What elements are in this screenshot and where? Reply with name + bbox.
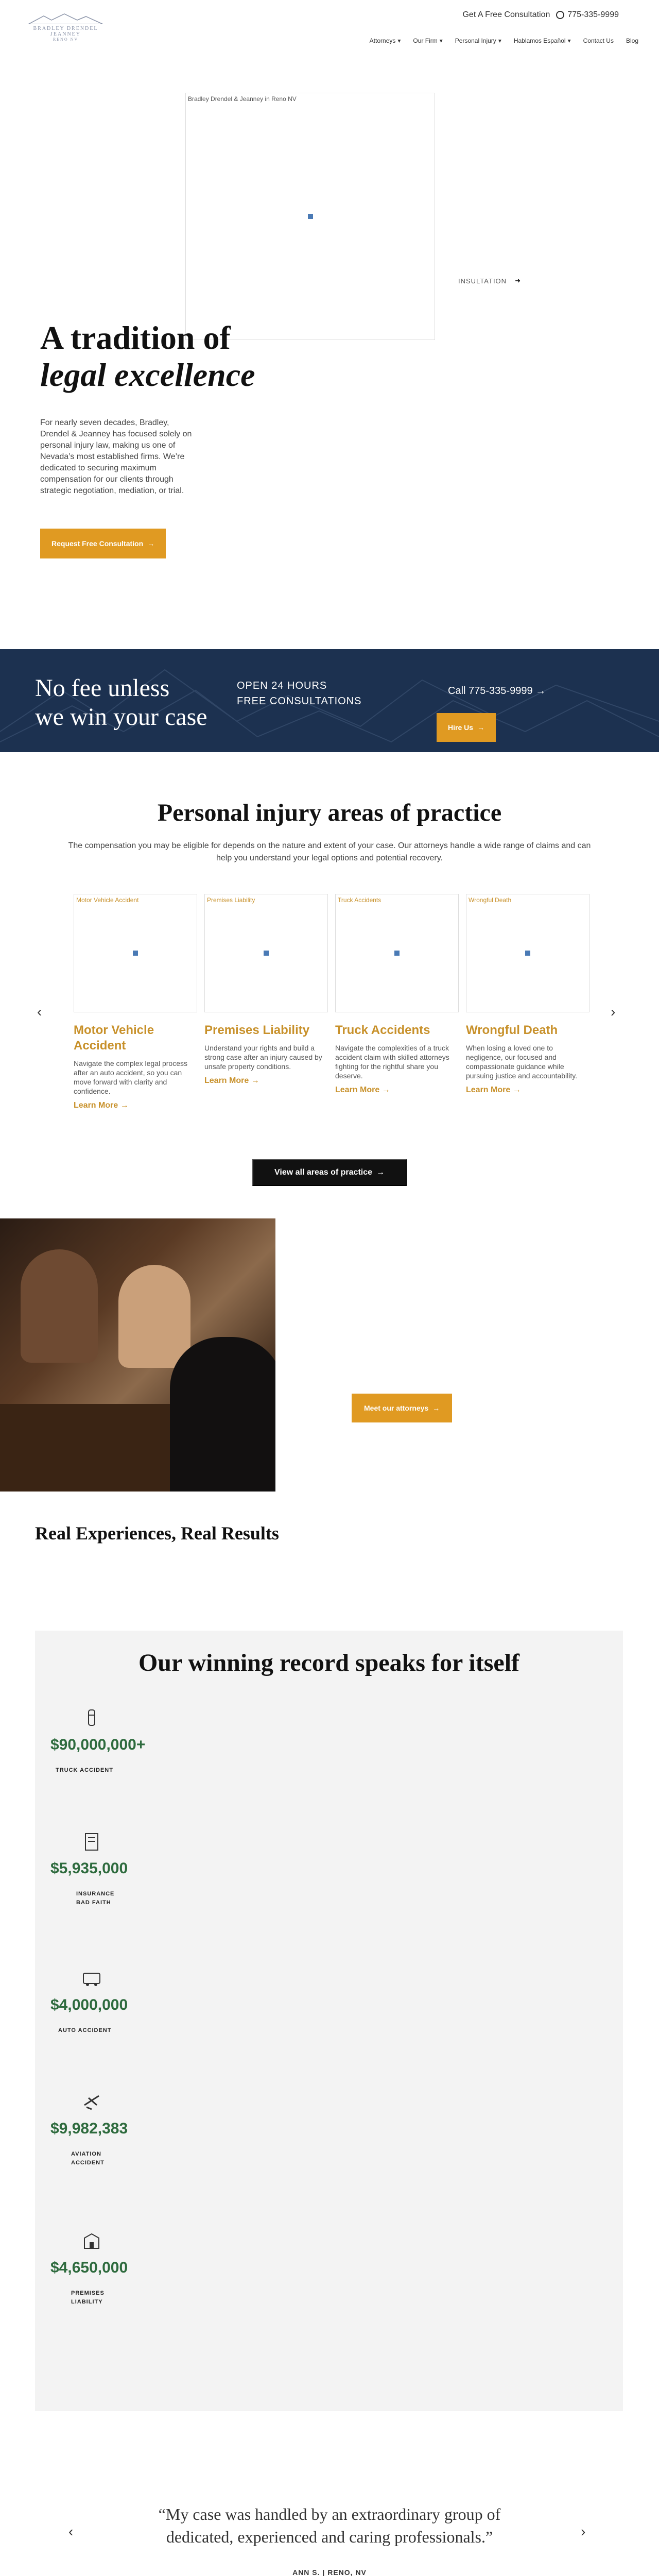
record-label: INSURANCE BAD FAITH [76, 1891, 115, 1906]
banner-title-line1: No fee unless [35, 674, 170, 702]
record-amount: $90,000,000+ [50, 1736, 146, 1753]
card-title: Truck Accidents [335, 1023, 430, 1037]
nav-item-attorneys[interactable] [370, 37, 401, 44]
banner-hours-line2: FREE CONSULTATIONS [237, 696, 362, 707]
carousel-prev-icon[interactable]: ‹ [37, 1004, 42, 1020]
hero-image [185, 93, 435, 340]
link-label: Learn More [74, 1101, 118, 1110]
mountain-logo-icon [28, 13, 103, 24]
chevron-down-icon: ▾ [397, 37, 401, 44]
card-text: When losing a loved one to negligence, our focused and compassionate guidance while pursuing justice and accountability. [466, 1044, 578, 1080]
nav-item-blog[interactable] [626, 37, 638, 44]
consultation-text: INSULTATION [458, 277, 507, 285]
building-icon [81, 2231, 102, 2251]
arrow-right-icon: → [535, 685, 546, 697]
record-item-truck [50, 1708, 145, 1775]
photo-person [118, 1265, 190, 1368]
record-amount: $5,935,000 [50, 1860, 128, 1877]
record-item-premises [50, 2231, 128, 2307]
arrow-right-icon: ➜ [515, 277, 521, 284]
results-heading: Real Experiences, Real Results [35, 1523, 279, 1544]
arrow-right-icon: → [251, 1076, 259, 1085]
document-icon [81, 1832, 102, 1852]
record-amount: $4,650,000 [50, 2259, 128, 2276]
testimonial-author: ANN S. | RENO, NV [292, 2568, 367, 2576]
nav-label: Personal Injury [455, 37, 496, 44]
nav-label: Attorneys [369, 37, 396, 44]
arrow-right-icon: → [512, 1086, 521, 1094]
image-placeholder-icon [264, 951, 269, 956]
practice-card-motor-vehicle[interactable] [74, 894, 197, 1110]
image-caption: Truck Accidents [338, 896, 381, 904]
image-placeholder-icon [308, 214, 313, 219]
card-text: Navigate the complex legal process after an auto accident, so you can move forward with clarity and confidence. [74, 1059, 188, 1095]
arrow-right-icon: → [381, 1086, 390, 1094]
image-placeholder-icon [133, 951, 138, 956]
testimonial-next-icon[interactable]: › [581, 2523, 586, 2539]
car-crash-icon [81, 1968, 102, 1989]
practice-card-truck-accidents[interactable] [335, 894, 459, 1095]
nav-label: Our Firm [413, 37, 438, 44]
consult-label: Get A Free Consultation [462, 10, 550, 19]
arrow-right-icon: → [477, 723, 485, 732]
card-image [74, 894, 197, 1012]
nav-item-personal-injury[interactable] [455, 37, 501, 44]
banner-title-line2: we win your case [35, 703, 207, 731]
nav-label: Contact Us [583, 37, 614, 44]
hero-title [40, 319, 255, 394]
hero-title-line2: legal excellence [40, 357, 255, 393]
site-header [0, 0, 659, 57]
image-caption: Premises Liability [207, 896, 255, 904]
testimonial-quote: “My case was handled by an extraordinary group of dedicated, experienced and caring professionals.” [158, 2505, 501, 2546]
record-item-insurance [50, 1832, 128, 1907]
image-caption: Wrongful Death [469, 896, 512, 904]
record-amount: $4,000,000 [50, 1996, 128, 2013]
banner-phone-text: Call 775-335-9999 [448, 685, 533, 697]
image-caption: Motor Vehicle Accident [76, 896, 139, 904]
banner-hours-line1: OPEN 24 HOURS [237, 680, 327, 691]
button-label: Meet our attorneys [364, 1404, 429, 1412]
banner-title [35, 674, 207, 732]
practice-areas-text: The compensation you may be eligible for depends on the nature and extent of your case. Our attorneys handle a wide range of claims and can help you understand your legal options and potential recovery. [68, 841, 591, 862]
hire-us-button[interactable] [437, 713, 496, 742]
record-item-aviation [50, 2092, 128, 2167]
consultation-label[interactable] [458, 277, 521, 285]
header-phone[interactable]: 775-335-9999 [567, 10, 619, 19]
record-label: TRUCK ACCIDENT [56, 1767, 113, 1773]
card-text: Understand your rights and build a strong case after an injury caused by unsafe property conditions. [204, 1044, 322, 1071]
request-consultation-button[interactable] [40, 529, 166, 558]
nav-label: Blog [626, 37, 638, 44]
nav-item-our-firm[interactable] [413, 37, 442, 44]
hero-text: For nearly seven decades, Bradley, Drendel & Jeanney has focused solely on personal injury law, making us one of Nevada’s most established firms. We’re dedicated to securing maximum compensation for our clients through strategic negotiation, mediation, or trial. [40, 418, 192, 495]
image-placeholder-icon [525, 951, 530, 956]
card-title: Wrongful Death [466, 1023, 558, 1037]
banner-phone[interactable] [448, 685, 546, 697]
record-label: AVIATION ACCIDENT [71, 2151, 105, 2166]
winning-record-title: Our winning record speaks for itself [138, 1649, 520, 1676]
card-image [204, 894, 328, 1012]
card-text: Navigate the complexities of a truck accident claim with skilled attorneys fighting for the rightful share you deserve. [335, 1044, 449, 1080]
record-label: AUTO ACCIDENT [58, 2027, 112, 2033]
record-amount: $9,982,383 [50, 2120, 128, 2137]
arrow-right-icon: → [147, 539, 155, 548]
meet-attorneys-button[interactable] [352, 1394, 452, 1422]
photo-person [21, 1249, 98, 1363]
button-label: View all areas of practice [274, 1168, 373, 1177]
banner-hours [237, 678, 361, 709]
image-caption: Bradley Drendel & Jeanney in Reno NV [188, 95, 297, 103]
link-label: Learn More [204, 1076, 249, 1085]
main-nav [370, 37, 638, 44]
chevron-down-icon: ▾ [498, 37, 501, 44]
learn-more-link[interactable] [74, 1101, 197, 1110]
card-image [335, 894, 459, 1012]
hero-title-line1: A tradition of [40, 319, 231, 356]
view-all-practice-button[interactable] [252, 1159, 407, 1186]
airplane-icon [81, 2092, 102, 2112]
chevron-down-icon: ▾ [567, 37, 571, 44]
record-label: PREMISES LIABILITY [71, 2290, 105, 2305]
button-label: Hire Us [448, 723, 474, 732]
attorneys-meeting-photo [0, 1218, 275, 1492]
practice-card-premises-liability[interactable] [204, 894, 328, 1086]
chevron-down-icon: ▾ [439, 37, 443, 44]
arrow-right-icon: → [432, 1404, 440, 1412]
logo-name: BRADLEY DRENDEL JEANNEY [33, 26, 98, 37]
arrow-right-icon: → [120, 1101, 129, 1110]
practice-areas-title: Personal injury areas of practice [157, 799, 502, 826]
nav-item-contact-us[interactable] [583, 37, 614, 44]
learn-more-link[interactable] [335, 1086, 459, 1095]
button-label: Request Free Consultation [51, 539, 144, 548]
learn-more-link[interactable] [204, 1076, 328, 1086]
card-title: Motor Vehicle Accident [74, 1023, 154, 1053]
practice-card-wrongful-death[interactable] [466, 894, 589, 1095]
link-label: Learn More [466, 1086, 511, 1094]
arrow-right-icon: → [376, 1168, 385, 1177]
record-item-auto [50, 1968, 128, 2035]
logo-location: RENO NV [53, 37, 79, 42]
nav-item-hablamos-espanol[interactable] [514, 37, 571, 44]
phone-icon [556, 11, 564, 19]
link-label: Learn More [335, 1086, 380, 1094]
image-placeholder-icon [394, 951, 400, 956]
car-icon [81, 1708, 102, 1728]
photo-person [170, 1337, 275, 1492]
testimonial-prev-icon[interactable]: ‹ [68, 2523, 74, 2539]
card-image [466, 894, 589, 1012]
nav-label: Hablamos Español [513, 37, 566, 44]
site-logo[interactable] [28, 13, 103, 42]
learn-more-link[interactable] [466, 1086, 589, 1095]
header-consult [462, 10, 619, 20]
carousel-next-icon[interactable]: › [611, 1004, 616, 1020]
card-title: Premises Liability [204, 1023, 310, 1037]
